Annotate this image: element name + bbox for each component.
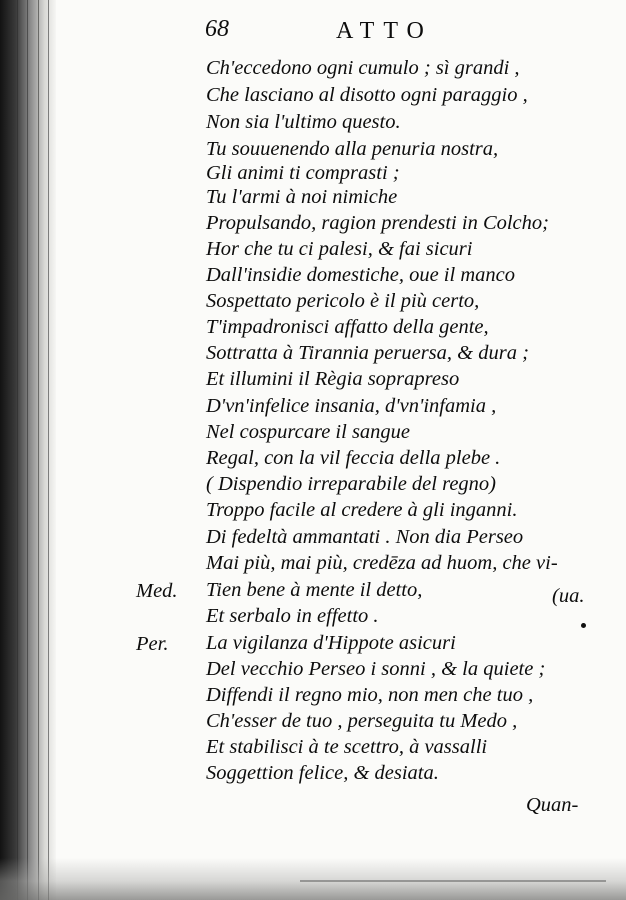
verse-line: Soggettion felice, & desiata.: [206, 762, 439, 784]
verse-line: La vigilanza d'Hippote asicuri: [206, 632, 456, 654]
verse-line: Et serbalo in effetto .: [206, 605, 379, 627]
verse-line: Diffendi il regno mio, non men che tuo ,: [206, 684, 534, 706]
verse-line: Troppo facile al credere à gli inganni.: [206, 499, 518, 521]
verse-line: Sottratta à Tirannia peruersa, & dura ;: [206, 342, 529, 364]
verse-line: Mai più, mai più, credēza ad huom, che vi-: [206, 552, 558, 574]
verse-line: Che lasciano al disotto ogni paraggio ,: [206, 84, 528, 106]
verse-line: Tien bene à mente il detto,: [206, 579, 423, 601]
verse-line: Hor che tu ci palesi, & fai sicuri: [206, 238, 473, 260]
verse-line: Non sia l'ultimo questo.: [206, 111, 401, 133]
verse-line: T'impadronisci affatto della gente,: [206, 316, 489, 338]
verse-line: Propulsando, ragion prendesti in Colcho;: [206, 212, 549, 234]
turnover-word: (ua.: [552, 585, 585, 607]
ink-speck: [581, 623, 586, 628]
verse-line: ( Dispendio irreparabile del regno): [206, 473, 496, 495]
verse-line: Del vecchio Perseo i sonni , & la quiete ;: [206, 658, 546, 680]
verse-line: Tu souuenendo alla penuria nostra,: [206, 138, 499, 160]
page-edge-line: [300, 880, 606, 882]
verse-line: Ch'eccedono ogni cumulo ; sì grandi ,: [206, 57, 520, 79]
verse-line: Nel cospurcare il sangue: [206, 421, 411, 443]
gutter-line: [17, 0, 18, 900]
verse-line: Et illumini il Règia soprapreso: [206, 368, 460, 390]
verse-line: Regal, con la vil feccia della plebe .: [206, 447, 501, 469]
verse-line: Et stabilisci à te scettro, à vassalli: [206, 736, 488, 758]
page-bottom-shadow: [0, 858, 626, 900]
verse-line: Sospettato pericolo è il più certo,: [206, 290, 480, 312]
page-number: 68: [205, 16, 229, 42]
catchword: Quan-: [526, 794, 579, 816]
verse-line: Di fedeltà ammantati . Non dia Perseo: [206, 526, 524, 548]
gutter-line: [48, 0, 49, 900]
verse-line: D'vn'infelice insania, d'vn'infamia ,: [206, 395, 497, 417]
verse-line: Gli animi ti comprasti ;: [206, 162, 400, 184]
verse-line: Tu l'armi à noi nimiche: [206, 186, 398, 208]
verse-line: Dall'insidie domestiche, oue il manco: [206, 264, 515, 286]
running-head: ATTO: [336, 18, 433, 44]
gutter-line: [38, 0, 39, 900]
speaker-label-perseo: Per.: [136, 633, 169, 655]
gutter-line: [27, 0, 28, 900]
gutter-line: [8, 0, 9, 900]
verse-line: Ch'esser de tuo , perseguita tu Medo ,: [206, 710, 518, 732]
speaker-label-medo: Med.: [136, 580, 178, 602]
